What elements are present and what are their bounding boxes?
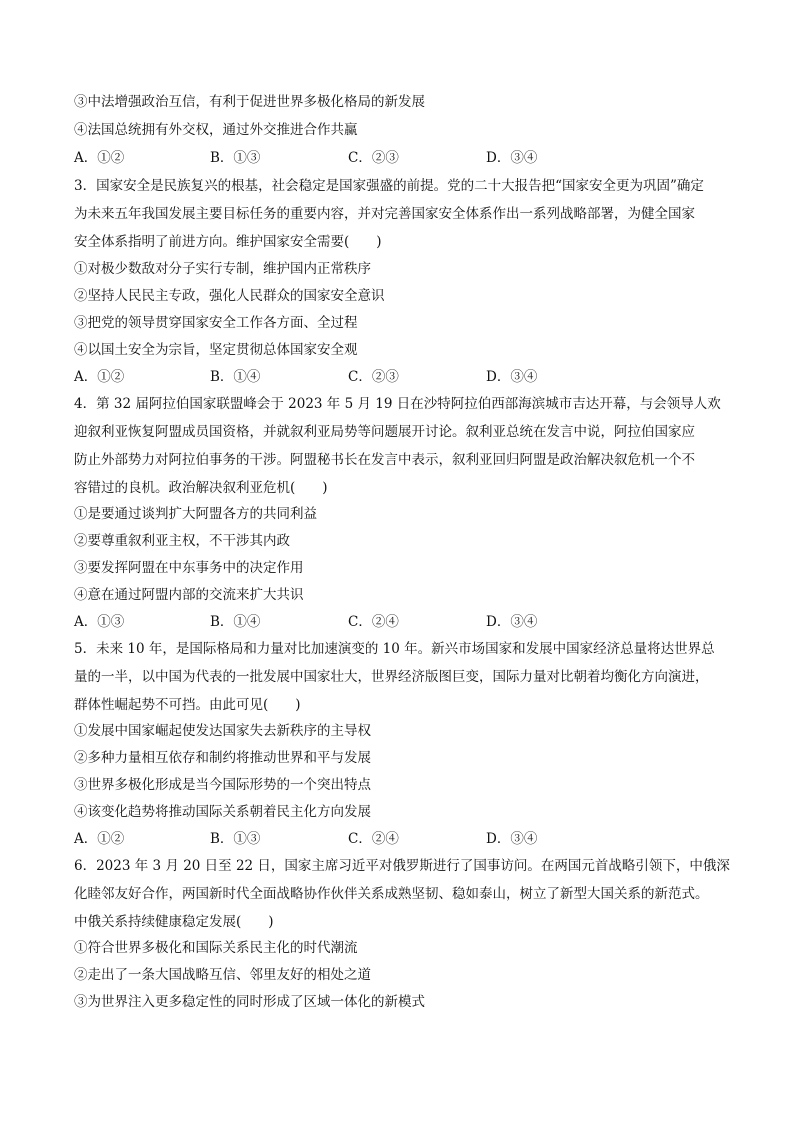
q3-item-1: ①对极少数敌对分子实行专制，维护国内正常秩序 <box>74 261 371 277</box>
q4-option-c: C．②④ <box>348 614 399 630</box>
q2-option-d: D．③④ <box>486 150 538 166</box>
q4-stem-line-4: 容错过的良机。政治解决叙利亚危机( ) <box>74 480 328 496</box>
q3-stem-line-2: 为未来五年我国发展主要目标任务的重要内容，并对完善国家安全体系作出一系列战略部署，为健全国家 <box>74 206 695 222</box>
q3-item-4: ④以国土安全为宗旨，坚定贯彻总体国家安全观 <box>74 342 358 358</box>
q5-option-b: B．①③ <box>210 831 261 847</box>
q5-item-2: ②多种力量相互依存和制约将推动世界和平与发展 <box>74 750 371 766</box>
q4-options <box>74 613 734 631</box>
q2-options <box>74 149 734 167</box>
q3-option-a: A．①② <box>74 369 125 385</box>
q6-stem-line-1: 6．2023 年 3 月 20 日至 22 日，国家主席习近平对俄罗斯进行了国事访问。在两国元首战略引领下，中俄深 <box>74 858 730 874</box>
q4-option-d: D．③④ <box>486 614 538 630</box>
q5-option-d: D．③④ <box>486 831 538 847</box>
q6-item-1: ①符合世界多极化和国际关系民主化的时代潮流 <box>74 940 358 956</box>
q6-stem-line-2: 化睦邻友好合作，两国新时代全面战略协作伙伴关系成熟坚韧、稳如泰山，树立了新型大国关系的新范式。 <box>74 886 709 902</box>
q3-item-2: ②坚持人民民主专政，强化人民群众的国家安全意识 <box>74 288 385 304</box>
q5-options <box>74 830 734 848</box>
q2-option-c: C．②③ <box>348 150 399 166</box>
q3-option-d: D．③④ <box>486 369 538 385</box>
q4-item-1: ①是要通过谈判扩大阿盟各方的共同利益 <box>74 506 317 522</box>
q5-item-3: ③世界多极化形成是当今国际形势的一个突出特点 <box>74 777 371 793</box>
q2-option-b: B．①③ <box>210 150 261 166</box>
q5-option-c: C．②④ <box>348 831 399 847</box>
q4-stem-line-3: 防止外部势力对阿拉伯事务的干涉。阿盟秘书长在发言中表示，叙利亚回归阿盟是政治解决叙危机一个不 <box>74 452 695 468</box>
q4-item-3: ③要发挥阿盟在中东事务中的决定作用 <box>74 560 304 576</box>
q5-stem-line-2: 量的一半，以中国为代表的一批发展中国家壮大，世界经济版图巨变，国际力量对比朝着均衡化方向演进， <box>74 669 709 685</box>
q5-option-a: A．①② <box>74 831 125 847</box>
q4-item-4: ④意在通过阿盟内部的交流来扩大共识 <box>74 587 304 603</box>
q5-item-1: ①发展中国家崛起使发达国家失去新秩序的主导权 <box>74 723 371 739</box>
q4-option-b: B．①④ <box>210 614 261 630</box>
q6-stem-line-3: 中俄关系持续健康稳定发展( ) <box>74 914 274 930</box>
q3-option-b: B．①④ <box>210 369 261 385</box>
q6-item-3: ③为世界注入更多稳定性的同时形成了区域一体化的新模式 <box>74 994 425 1010</box>
q2-option-a: A．①② <box>74 150 125 166</box>
q2-item-4: ④法国总统拥有外交权，通过外交推进合作共赢 <box>74 122 358 138</box>
q3-options <box>74 368 734 386</box>
q5-item-4: ④该变化趋势将推动国际关系朝着民主化方向发展 <box>74 804 371 820</box>
q4-item-2: ②要尊重叙利亚主权，不干涉其内政 <box>74 533 290 549</box>
q3-stem-line-3: 安全体系指明了前进方向。维护国家安全需要( ) <box>74 234 382 250</box>
q5-stem-line-1: 5．未来 10 年，是国际格局和力量对比加速演变的 10 年。新兴市场国家和发展中国家经济总量将达世界总 <box>74 641 715 657</box>
q4-option-a: A．①③ <box>74 614 125 630</box>
q2-item-3: ③中法增强政治互信，有利于促进世界多极化格局的新发展 <box>74 94 425 110</box>
q4-stem-line-2: 迎叙利亚恢复阿盟成员国资格，并就叙利亚局势等问题展开讨论。叙利亚总统在发言中说，阿拉伯国家应 <box>74 424 695 440</box>
q6-item-2: ②走出了一条大国战略互信、邻里友好的相处之道 <box>74 967 371 983</box>
q4-stem-line-1: 4．第 32 届阿拉伯国家联盟峰会于 2023 年 5 月 19 日在沙特阿拉伯西部海滨城市吉达开幕，与会领导人欢 <box>74 396 721 412</box>
q3-option-c: C．②③ <box>348 369 399 385</box>
q5-stem-line-3: 群体性崛起势不可挡。由此可见( ) <box>74 697 301 713</box>
q3-stem-line-1: 3．国家安全是民族复兴的根基，社会稳定是国家强盛的前提。党的二十大报告把“国家安全更为巩固”确定 <box>74 178 704 194</box>
q3-item-3: ③把党的领导贯穿国家安全工作各方面、全过程 <box>74 315 358 331</box>
